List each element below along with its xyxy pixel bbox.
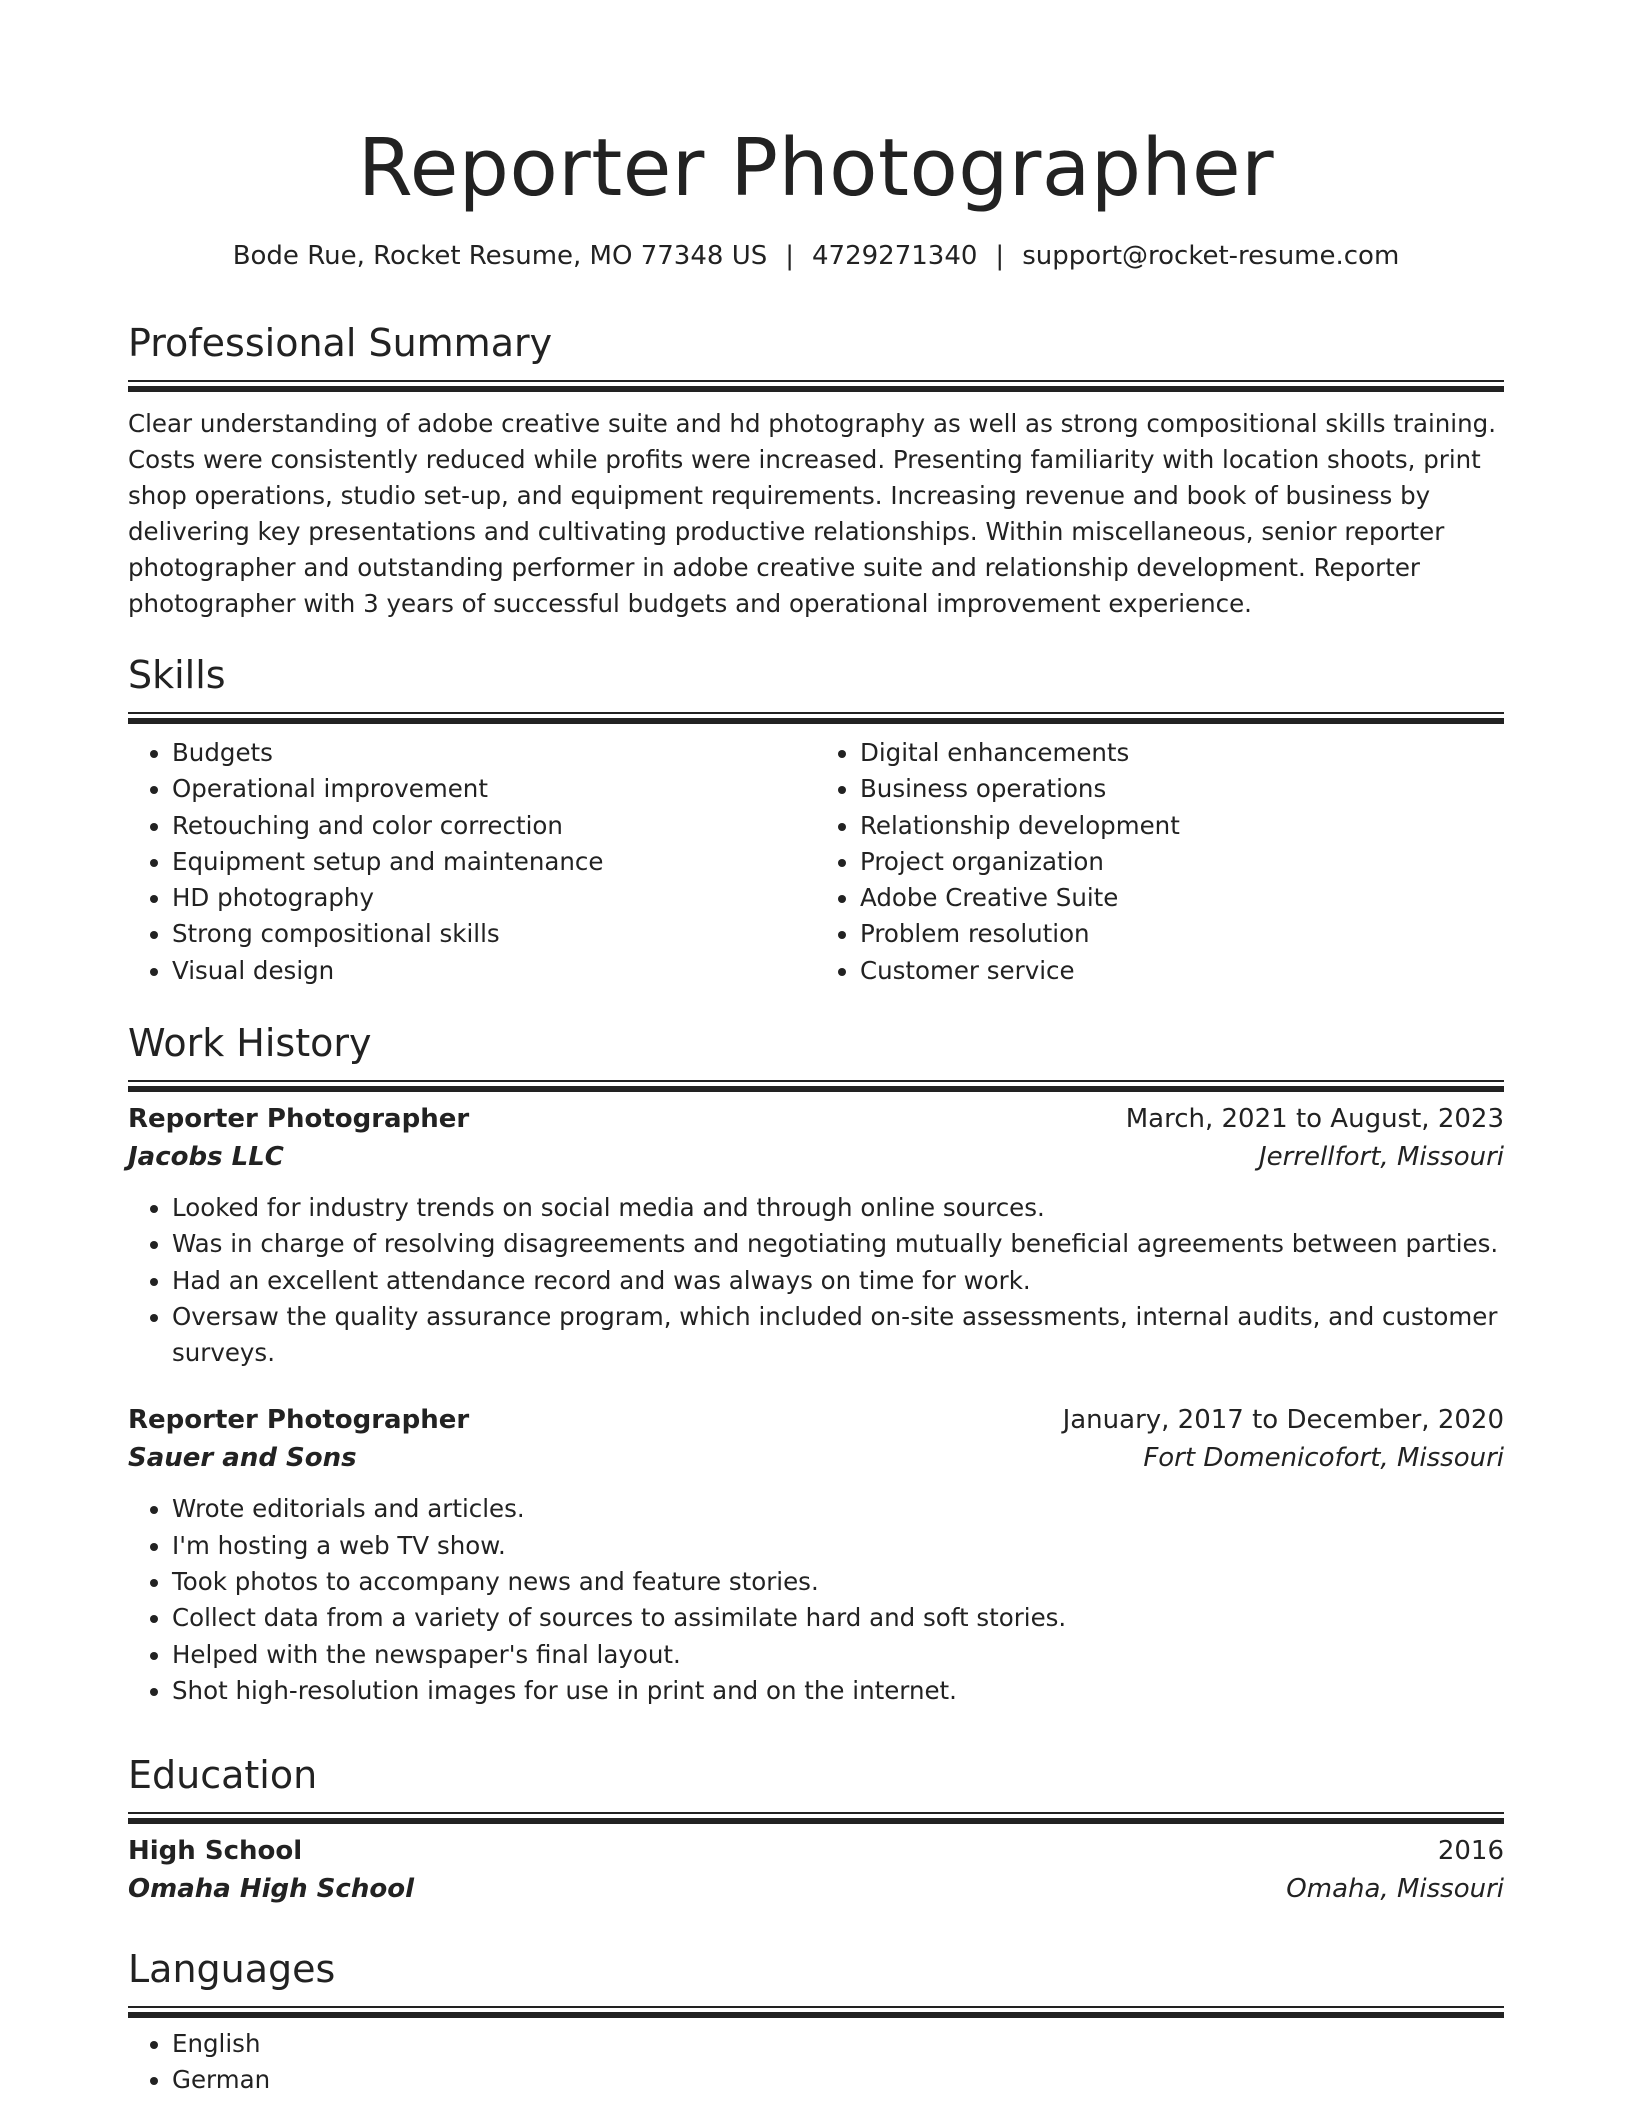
address: Bode Rue, Rocket Resume, MO 77348 US xyxy=(232,241,768,271)
skill-item: • Strong compositional skills xyxy=(172,916,816,952)
education-year: 2016 xyxy=(1437,1836,1504,1866)
skills-section xyxy=(128,650,1504,989)
education-subheader xyxy=(128,1870,1504,1908)
job-header xyxy=(128,1100,1504,1138)
skill-item: • Equipment setup and maintenance xyxy=(172,844,816,880)
job-title: Reporter Photographer xyxy=(128,1405,470,1436)
skill-item: • Retouching and color correction xyxy=(172,808,816,844)
separator: | xyxy=(785,241,794,271)
job-entry xyxy=(128,1100,1504,1371)
education-header xyxy=(128,1832,1504,1870)
section-divider xyxy=(128,1080,1504,1086)
job-bullets xyxy=(128,1491,1504,1709)
job-entry xyxy=(128,1401,1504,1709)
email-link[interactable]: support@rocket-resume.com xyxy=(1022,241,1400,271)
job-bullets xyxy=(128,1190,1504,1371)
section-divider xyxy=(128,380,1504,386)
job-location: Jerrellfort, Missouri xyxy=(1258,1142,1504,1172)
contact-line xyxy=(128,238,1504,274)
job-dates: January, 2017 to December, 2020 xyxy=(1062,1405,1504,1436)
school-name: Omaha High School xyxy=(128,1874,414,1904)
job-bullet: • Wrote editorials and articles. xyxy=(172,1491,1504,1527)
section-heading: Languages xyxy=(128,1947,336,1991)
language-item: • German xyxy=(172,2062,1504,2098)
job-bullet: • Looked for industry trends on social media and through online sources. xyxy=(172,1190,1504,1226)
summary-section xyxy=(128,318,1504,622)
skill-item: • Problem resolution xyxy=(860,916,1504,952)
section-divider xyxy=(128,1812,1504,1818)
section-divider xyxy=(128,2006,1504,2012)
skill-item: • Business operations xyxy=(860,771,1504,807)
degree: High School xyxy=(128,1836,303,1866)
skill-item: • Digital enhancements xyxy=(860,735,1504,771)
languages-section xyxy=(128,1944,1504,2099)
section-heading: Professional Summary xyxy=(128,321,553,365)
job-subheader xyxy=(128,1138,1504,1176)
job-subheader xyxy=(128,1439,1504,1477)
separator: | xyxy=(995,241,1005,271)
skills-columns xyxy=(128,735,1504,989)
education-section xyxy=(128,1750,1504,1908)
skill-item: • Project organization xyxy=(860,844,1504,880)
skill-item: • Visual design xyxy=(172,953,816,989)
job-bullet: • Shot high-resolution images for use in print and on the internet. xyxy=(172,1673,1504,1709)
skill-item: • Relationship development xyxy=(860,808,1504,844)
skills-list-left xyxy=(128,735,816,989)
section-heading: Education xyxy=(128,1753,318,1797)
candidate-name: Reporter Photographer xyxy=(357,122,1275,214)
job-bullet: • Took photos to accompany news and feature stories. xyxy=(172,1564,1504,1600)
job-company: Jacobs LLC xyxy=(128,1142,284,1172)
school-location: Omaha, Missouri xyxy=(1286,1874,1504,1904)
job-header xyxy=(128,1401,1504,1439)
language-item: • English xyxy=(172,2026,1504,2062)
languages-list xyxy=(128,2026,1504,2099)
skills-list-right xyxy=(816,735,1504,989)
job-title: Reporter Photographer xyxy=(128,1104,470,1134)
section-heading: Work History xyxy=(128,1021,372,1065)
education-entry xyxy=(128,1832,1504,1908)
job-company: Sauer and Sons xyxy=(128,1443,357,1474)
job-bullet: • Had an excellent attendance record and was always on time for work. xyxy=(172,1263,1504,1299)
job-bullet: • Collect data from a variety of sources to assimilate hard and soft stories. xyxy=(172,1600,1504,1636)
job-bullet: • Was in charge of resolving disagreements and negotiating mutually beneficial agreements between parties. xyxy=(172,1226,1504,1262)
job-location: Fort Domenicofort, Missouri xyxy=(1143,1443,1504,1474)
skill-item: • Operational improvement xyxy=(172,771,816,807)
work-history-section xyxy=(128,1018,1504,1709)
skill-item: • HD photography xyxy=(172,880,816,916)
skill-item: • Adobe Creative Suite xyxy=(860,880,1504,916)
section-heading: Skills xyxy=(128,653,226,697)
skill-item: • Budgets xyxy=(172,735,816,771)
job-dates: March, 2021 to August, 2023 xyxy=(1125,1104,1504,1134)
job-bullet: • I'm hosting a web TV show. xyxy=(172,1528,1504,1564)
phone: 4729271340 xyxy=(812,241,978,271)
section-divider xyxy=(128,712,1504,718)
job-bullet: • Oversaw the quality assurance program, which included on-site assessments, internal audits, and customer surveys. xyxy=(172,1299,1504,1372)
summary-text: Clear understanding of adobe creative suite and hd photography as well as strong compositional skills training. Costs were consistently reduced while profits were increased. Presenting familiarity with location shoots, print shop operations, studio set-up, and equipment requirements. Increasing revenue and book of business by delivering key presentations and cultivating productive relationships. Within miscellaneous, senior reporter photographer and outstanding performer in adobe creative suite and relationship development. Reporter photographer with 3 years of successful budgets and operational improvement experience. xyxy=(128,409,1496,618)
skill-item: • Customer service xyxy=(860,953,1504,989)
job-bullet: • Helped with the newspaper's final layout. xyxy=(172,1637,1504,1673)
